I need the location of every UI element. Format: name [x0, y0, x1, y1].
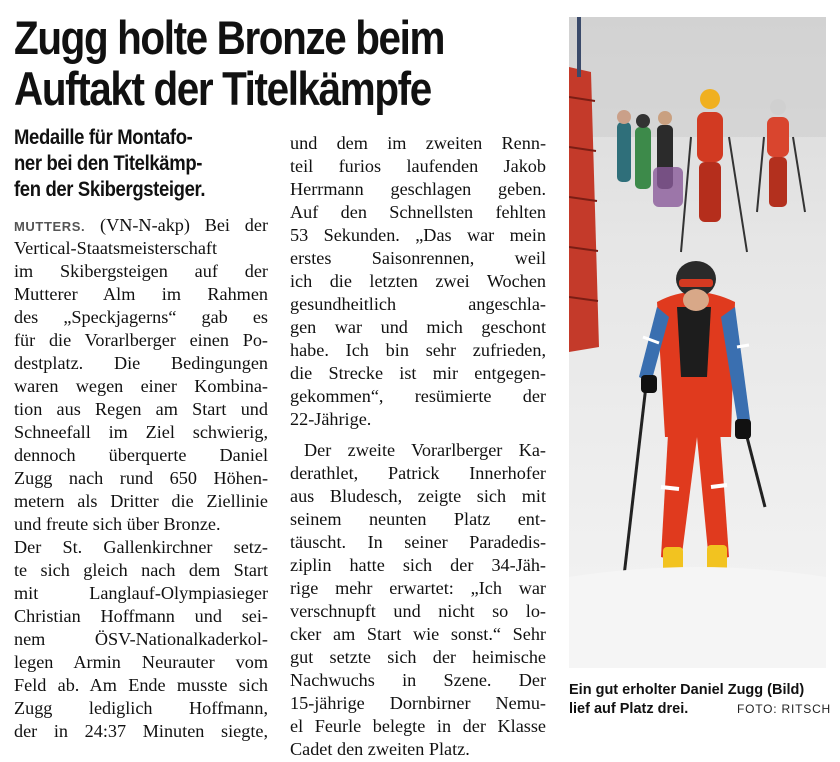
subhead-line-3: fen der Skibergsteiger.: [14, 178, 206, 201]
article-line: und dem im zweiten Renn-: [290, 133, 546, 153]
article-line: der in 24:37 Minuten siegte,: [14, 721, 268, 741]
headline-line-1: Zugg holte Bronze beim: [14, 11, 445, 64]
article-line: Der zweite Vorarlberger Ka-: [304, 440, 546, 460]
article-column-middle: [290, 132, 546, 761]
article-line: Cadet den zweiten Platz.: [290, 739, 470, 759]
article-line: Zugg lediglich Hoffmann,: [14, 698, 268, 718]
article-line: Vertical-Staatsmeisterschaft: [14, 238, 218, 258]
article-line: verschnupft und nicht so lo-: [290, 601, 546, 621]
article-line: 53 Sekunden. „Das war mein: [290, 225, 546, 245]
article-line: gen war und mich geschont: [290, 317, 546, 337]
article-line: 15-jährige Dornbirner Nemu-: [290, 693, 546, 713]
article-line: Nachwuchs in Szene. Der: [290, 670, 546, 690]
article-line: Auf den Schnellsten fehlten: [290, 202, 546, 222]
article-line: die Strecke ist mir entgegen-: [290, 363, 546, 383]
caption-line-2: lief auf Platz drei.: [569, 701, 689, 717]
article-line: el Feurle belegte in der Klasse: [290, 716, 546, 736]
article-line: Christian Hoffmann und sei-: [14, 606, 268, 626]
article-line: des „Speckjagerns“ gab es: [14, 307, 268, 327]
paragraph-gap: [290, 431, 546, 439]
article-line: ziplin hatte sich der 34-Jäh-: [290, 555, 546, 575]
article-line: Schneefall im Ziel schwierig,: [14, 422, 268, 442]
caption-line-1: Ein gut erholter Daniel Zugg (Bild): [569, 682, 805, 698]
headline: [14, 12, 478, 114]
subhead-line-2: ner bei den Titelkämp-: [14, 152, 203, 175]
article-line: nem ÖSV-Nationalkaderkol-: [14, 629, 268, 649]
article-line: 22-Jährige.: [290, 409, 372, 429]
article-line: Herrmann geschlagen geben.: [290, 179, 546, 199]
article-line: waren wegen einer Kombina-: [14, 376, 268, 396]
article-line: erstes Saisonrennen, weil: [290, 248, 546, 268]
photo-caption: [569, 681, 831, 719]
article-line: legen Armin Neurauter vom: [14, 652, 268, 672]
article-line: für die Vorarlberger einen Po-: [14, 330, 268, 350]
article-line: habe. Ich bin sehr zufrieden,: [290, 340, 546, 360]
article-line: metern als Dritter die Ziellinie: [14, 491, 268, 511]
article-line: im Skibergsteigen auf der: [14, 261, 268, 281]
article-line: teil furios laufenden Jakob: [290, 156, 546, 176]
article-line: gut setzte sich der heimische: [290, 647, 546, 667]
article-line-text: (VN-N-akp) Bei der: [100, 215, 268, 235]
article-line: Mutterer Alm im Rahmen: [14, 284, 268, 304]
article-column-left: [14, 214, 268, 743]
article-line: Der St. Gallenkirchner setz-: [14, 537, 268, 557]
article-line: ich die letzten zwei Wochen: [290, 271, 546, 291]
headline-line-2: Auftakt der Titelkämpfe: [14, 62, 431, 115]
article-line: seinem neunten Platz ent-: [290, 509, 546, 529]
article-line: und freute sich über Bronze.: [14, 514, 221, 534]
race-photo: [569, 17, 826, 668]
article-line: gekommen“, resümierte der: [290, 386, 546, 406]
article-line: tion aus Regen am Start und: [14, 399, 268, 419]
article-line: dennoch überquerte Daniel: [14, 445, 268, 465]
article-line: rige mehr erwartet: „Ich war: [290, 578, 546, 598]
article-line: destplatz. Die Bedingungen: [14, 353, 268, 373]
article-line: cker am Start wie sonst.“ Sehr: [290, 624, 546, 644]
article-line: te sich gleich nach dem Start: [14, 560, 268, 580]
article-line: gesundheitlich angeschla-: [290, 294, 546, 314]
subhead-line-1: Medaille für Montafo-: [14, 126, 193, 149]
article-line: derathlet, Patrick Innerhofer: [290, 463, 546, 483]
photo-credit: FOTO: RITSCH: [736, 702, 831, 716]
article-line: Zugg nach rund 650 Höhen-: [14, 468, 268, 488]
article-line: täuscht. In seiner Paradedis-: [290, 532, 546, 552]
article-line: aus Bludesch, zeigte sich mit: [290, 486, 546, 506]
subheadline: [14, 125, 278, 203]
article-line: mit Langlauf-Olympiasieger: [14, 583, 268, 603]
dateline: MUTTERS.: [14, 219, 86, 234]
ski-mountaineering-illustration: [569, 17, 826, 668]
article-line: Feld ab. Am Ende musste sich: [14, 675, 268, 695]
article-line: [14, 214, 268, 237]
